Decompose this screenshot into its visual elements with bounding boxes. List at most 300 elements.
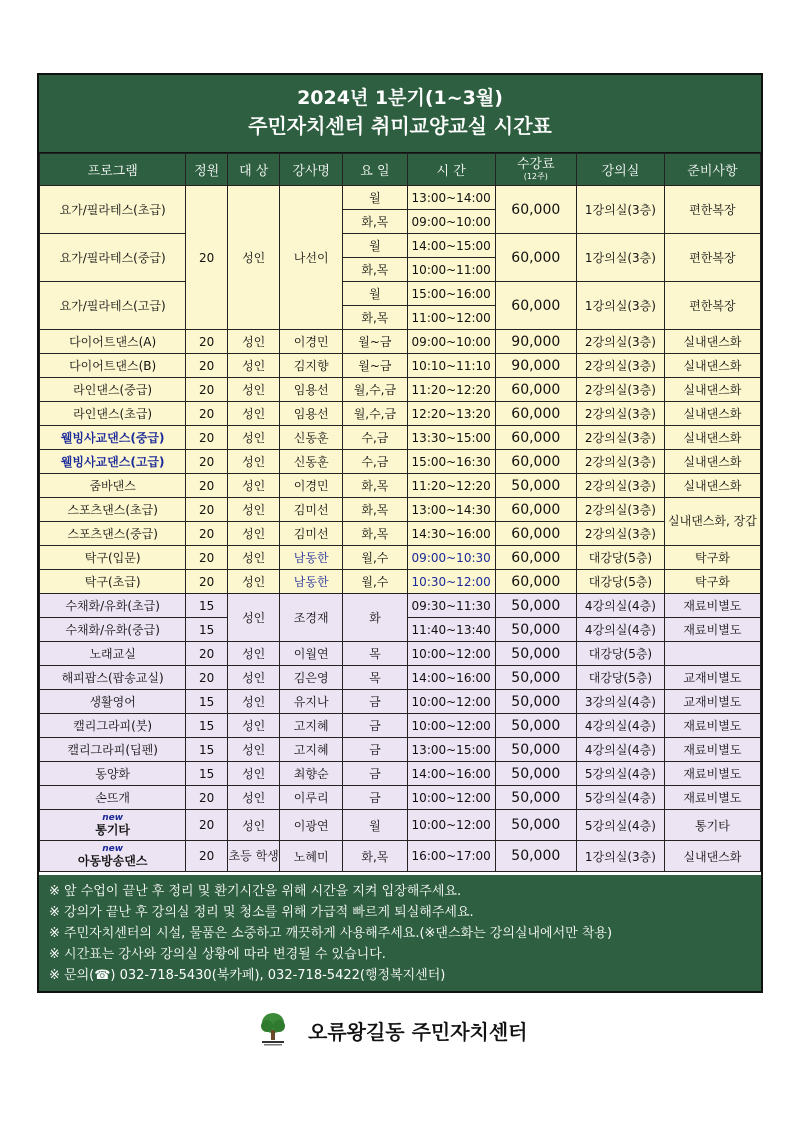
fee-cell xyxy=(495,402,577,426)
time-cell-text: 12:20~13:20 xyxy=(411,406,491,421)
table-row xyxy=(40,762,761,786)
day-cell-text: 금 xyxy=(369,767,381,781)
capacity-cell xyxy=(186,186,228,330)
fee-cell-text: 50,000 xyxy=(511,717,561,734)
prep-cell xyxy=(664,354,760,378)
target-cell-text: 성인 xyxy=(242,431,266,445)
day-cell xyxy=(343,570,408,594)
room-cell xyxy=(577,474,665,498)
program-cell xyxy=(40,234,186,282)
prep-cell-text: 실내댄스화 xyxy=(683,479,742,493)
room-cell xyxy=(577,354,665,378)
target-cell xyxy=(228,594,280,642)
room-cell xyxy=(577,594,665,618)
day-cell xyxy=(343,666,408,690)
fee-cell-text: 50,000 xyxy=(511,789,561,806)
new-badge: new xyxy=(102,844,124,854)
program-cell-text: 웰빙사교댄스(고급) xyxy=(60,455,165,469)
instructor-cell-text: 김미선 xyxy=(293,503,329,517)
capacity-cell xyxy=(186,841,228,872)
room-cell xyxy=(577,618,665,642)
instructor-cell-text: 남동한 xyxy=(293,575,329,589)
prep-cell-text: 교재비별도 xyxy=(683,671,742,685)
room-cell-text: 1강의실(3층) xyxy=(584,299,656,313)
time-cell-text: 10:00~12:00 xyxy=(411,818,491,832)
time-cell xyxy=(407,474,495,498)
fee-cell xyxy=(495,810,577,841)
time-cell xyxy=(407,594,495,618)
program-cell xyxy=(40,450,186,474)
room-cell-text: 2강의실(3층) xyxy=(584,431,656,445)
time-cell xyxy=(407,642,495,666)
time-cell xyxy=(407,234,495,258)
time-cell xyxy=(407,354,495,378)
table-row xyxy=(40,426,761,450)
program-cell-text: 다이어트댄스(A) xyxy=(69,335,157,349)
prep-cell xyxy=(664,714,760,738)
day-cell xyxy=(343,426,408,450)
room-cell xyxy=(577,690,665,714)
target-cell xyxy=(228,762,280,786)
target-cell xyxy=(228,474,280,498)
instructor-cell-text: 조경재 xyxy=(293,611,329,625)
capacity-cell-text: 20 xyxy=(199,526,215,541)
target-cell xyxy=(228,570,280,594)
target-cell-text: 성인 xyxy=(242,251,266,265)
time-cell-text: 16:00~17:00 xyxy=(411,849,491,863)
header-capacity: 정원 xyxy=(186,154,228,186)
room-cell-text: 2강의실(3층) xyxy=(584,479,656,493)
new-badge: new xyxy=(102,813,124,823)
instructor-cell xyxy=(280,186,343,330)
prep-cell xyxy=(664,570,760,594)
prep-cell xyxy=(664,402,760,426)
room-cell xyxy=(577,426,665,450)
table-header-row xyxy=(40,154,761,186)
time-cell-text: 11:20~12:20 xyxy=(411,382,491,397)
table-row xyxy=(40,666,761,690)
time-cell-text: 15:00~16:00 xyxy=(411,286,491,301)
schedule-table xyxy=(39,153,761,872)
fee-cell xyxy=(495,450,577,474)
room-cell-text: 5강의실(4층) xyxy=(584,767,656,781)
room-cell-text: 2강의실(3층) xyxy=(584,383,656,397)
capacity-cell-text: 20 xyxy=(199,818,215,832)
target-cell xyxy=(228,402,280,426)
day-cell-text: 화,목 xyxy=(361,311,389,325)
note-line: ※ 문의(☎) 032-718-5430(북카페), 032-718-5422(행정복지센터) xyxy=(49,968,446,983)
header-day: 요 일 xyxy=(343,154,408,186)
time-cell-text: 10:00~12:00 xyxy=(411,694,491,709)
time-cell xyxy=(407,666,495,690)
time-cell xyxy=(407,546,495,570)
room-cell-text: 2강의실(3층) xyxy=(584,335,656,349)
instructor-cell-text: 신동훈 xyxy=(293,431,329,445)
target-cell-text: 성인 xyxy=(242,743,266,757)
fee-cell xyxy=(495,522,577,546)
instructor-cell xyxy=(280,810,343,841)
instructor-cell-text: 신동훈 xyxy=(293,455,329,469)
fee-cell-text: 60,000 xyxy=(511,453,561,470)
capacity-cell-text: 15 xyxy=(199,742,215,757)
prep-cell-text: 실내댄스화 xyxy=(683,455,742,469)
day-cell-text: 월,수,금 xyxy=(353,407,397,421)
day-cell-text: 금 xyxy=(369,695,381,709)
prep-cell-text: 재료비별도 xyxy=(683,743,742,757)
fee-cell-text: 50,000 xyxy=(511,817,561,833)
room-cell xyxy=(577,498,665,522)
instructor-cell xyxy=(280,378,343,402)
table-row xyxy=(40,522,761,546)
program-cell-text: 웰빙사교댄스(중급) xyxy=(60,431,165,445)
fee-cell xyxy=(495,841,577,872)
timetable-sheet xyxy=(37,73,763,993)
program-cell xyxy=(40,378,186,402)
room-cell xyxy=(577,810,665,841)
capacity-cell-text: 20 xyxy=(199,574,215,589)
day-cell-text: 금 xyxy=(369,791,381,805)
time-cell-text: 10:00~12:00 xyxy=(411,790,491,805)
prep-cell xyxy=(664,642,760,666)
instructor-cell-text: 나선이 xyxy=(293,251,329,265)
time-cell-text: 11:00~12:00 xyxy=(411,310,491,325)
fee-cell xyxy=(495,570,577,594)
room-cell xyxy=(577,642,665,666)
table-row xyxy=(40,282,761,306)
fee-cell-text: 50,000 xyxy=(511,693,561,710)
fee-cell xyxy=(495,354,577,378)
fee-cell xyxy=(495,786,577,810)
prep-cell-text: 실내댄스화 xyxy=(683,407,742,421)
program-cell xyxy=(40,474,186,498)
program-cell-text: 통기타 xyxy=(95,823,131,837)
day-cell xyxy=(343,522,408,546)
time-cell-text: 10:00~12:00 xyxy=(411,646,491,661)
instructor-cell xyxy=(280,786,343,810)
room-cell-text: 2강의실(3층) xyxy=(584,455,656,469)
room-cell-text: 2강의실(3층) xyxy=(584,527,656,541)
day-cell-text: 월 xyxy=(369,818,381,833)
instructor-cell xyxy=(280,426,343,450)
capacity-cell xyxy=(186,546,228,570)
prep-cell xyxy=(664,498,760,546)
time-cell xyxy=(407,306,495,330)
day-cell xyxy=(343,378,408,402)
day-cell-text: 목 xyxy=(369,671,381,685)
prep-cell-text: 탁구화 xyxy=(695,575,730,589)
capacity-cell-text: 15 xyxy=(199,598,215,613)
instructor-cell xyxy=(280,474,343,498)
header-fee xyxy=(495,154,577,186)
time-cell-text: 13:30~15:00 xyxy=(411,430,491,445)
program-cell xyxy=(40,762,186,786)
table-row xyxy=(40,354,761,378)
day-cell-text: 월 xyxy=(369,239,381,253)
program-cell xyxy=(40,841,186,872)
capacity-cell-text: 20 xyxy=(199,550,215,565)
target-cell-text: 초등 학생 xyxy=(228,848,279,863)
target-cell-text: 성인 xyxy=(242,695,266,709)
time-cell xyxy=(407,498,495,522)
table-row xyxy=(40,841,761,872)
target-cell xyxy=(228,522,280,546)
time-cell-text: 13:00~15:00 xyxy=(411,742,491,757)
title-banner xyxy=(39,75,761,153)
program-cell xyxy=(40,330,186,354)
fee-cell-text: 60,000 xyxy=(511,381,561,398)
day-cell xyxy=(343,210,408,234)
time-cell-text: 10:00~12:00 xyxy=(411,718,491,733)
capacity-cell-text: 20 xyxy=(199,670,215,685)
fee-cell-text: 50,000 xyxy=(511,645,561,662)
tree-logo-icon xyxy=(258,1012,288,1048)
fee-cell xyxy=(495,738,577,762)
instructor-cell-text: 임용선 xyxy=(293,407,329,421)
program-cell-text: 수채화/유화(중급) xyxy=(65,623,160,637)
target-cell xyxy=(228,546,280,570)
note-line: ※ 앞 수업이 끝난 후 정리 및 환기시간을 위해 시간을 지켜 입장해주세요. xyxy=(49,884,462,899)
capacity-cell xyxy=(186,498,228,522)
instructor-cell xyxy=(280,354,343,378)
time-cell-text: 09:00~10:00 xyxy=(411,334,491,349)
target-cell xyxy=(228,498,280,522)
day-cell-text: 화,목 xyxy=(361,849,389,864)
program-cell xyxy=(40,570,186,594)
prep-cell xyxy=(664,786,760,810)
day-cell-text: 화,목 xyxy=(361,215,389,229)
room-cell xyxy=(577,546,665,570)
table-row xyxy=(40,786,761,810)
room-cell xyxy=(577,714,665,738)
fee-cell-text: 60,000 xyxy=(511,573,561,590)
fee-cell-text: 90,000 xyxy=(511,357,561,374)
day-cell xyxy=(343,810,408,841)
fee-cell xyxy=(495,594,577,618)
target-cell xyxy=(228,786,280,810)
program-cell xyxy=(40,546,186,570)
room-cell-text: 3강의실(4층) xyxy=(584,695,656,709)
prep-cell-text: 편한복장 xyxy=(689,251,736,265)
instructor-cell-text: 남동한 xyxy=(293,551,329,565)
instructor-cell-text: 이경민 xyxy=(293,335,329,349)
instructor-cell xyxy=(280,690,343,714)
prep-cell xyxy=(664,738,760,762)
time-cell-text: 14:00~15:00 xyxy=(411,238,491,253)
target-cell-text: 성인 xyxy=(242,791,266,805)
room-cell xyxy=(577,786,665,810)
day-cell xyxy=(343,186,408,210)
room-cell-text: 4강의실(4층) xyxy=(584,743,656,757)
program-cell-text: 동양화 xyxy=(95,767,131,781)
time-cell xyxy=(407,786,495,810)
time-cell-text: 10:10~11:10 xyxy=(411,358,491,373)
time-cell-text: 14:30~16:00 xyxy=(411,526,491,541)
time-cell-text: 11:20~12:20 xyxy=(411,478,491,493)
program-cell-text: 탁구(초급) xyxy=(84,575,141,589)
room-cell-text: 5강의실(4층) xyxy=(584,791,656,805)
prep-cell-text: 탁구화 xyxy=(695,551,730,565)
fee-cell-text: 60,000 xyxy=(511,525,561,542)
instructor-cell xyxy=(280,498,343,522)
prep-cell-text: 재료비별도 xyxy=(683,719,742,733)
target-cell-text: 성인 xyxy=(242,455,266,469)
room-cell-text: 1강의실(3층) xyxy=(584,251,656,265)
instructor-cell xyxy=(280,762,343,786)
header-fee-label: 수강료 xyxy=(516,157,555,172)
prep-cell xyxy=(664,234,760,282)
instructor-cell-text: 이광연 xyxy=(293,818,329,833)
day-cell-text: 월,수 xyxy=(361,551,389,565)
target-cell xyxy=(228,841,280,872)
room-cell xyxy=(577,330,665,354)
program-cell xyxy=(40,522,186,546)
instructor-cell xyxy=(280,570,343,594)
time-cell xyxy=(407,522,495,546)
program-cell-text: 캘리그라피(붓) xyxy=(73,719,153,733)
fee-cell xyxy=(495,762,577,786)
prep-cell xyxy=(664,450,760,474)
fee-cell-text: 50,000 xyxy=(511,741,561,758)
time-cell xyxy=(407,810,495,841)
time-cell-text: 09:30~11:30 xyxy=(411,598,491,613)
room-cell-text: 대강당(5층) xyxy=(588,671,653,685)
prep-cell-text: 재료비별도 xyxy=(683,623,742,637)
instructor-cell-text: 고지혜 xyxy=(293,743,329,757)
day-cell xyxy=(343,330,408,354)
room-cell xyxy=(577,570,665,594)
fee-cell-text: 60,000 xyxy=(511,549,561,566)
room-cell xyxy=(577,186,665,234)
prep-cell xyxy=(664,378,760,402)
capacity-cell xyxy=(186,354,228,378)
capacity-cell xyxy=(186,522,228,546)
day-cell xyxy=(343,738,408,762)
target-cell-text: 성인 xyxy=(242,407,266,421)
prep-cell xyxy=(664,186,760,234)
program-cell-text: 줌바댄스 xyxy=(89,479,136,493)
prep-cell xyxy=(664,618,760,642)
room-cell xyxy=(577,522,665,546)
day-cell xyxy=(343,594,408,642)
capacity-cell-text: 15 xyxy=(199,694,215,709)
prep-cell xyxy=(664,282,760,330)
program-cell-text: 요가/필라테스(초급) xyxy=(59,203,166,217)
instructor-cell xyxy=(280,738,343,762)
fee-cell-text: 50,000 xyxy=(511,669,561,686)
day-cell xyxy=(343,841,408,872)
capacity-cell-text: 20 xyxy=(199,790,215,805)
fee-cell xyxy=(495,666,577,690)
program-cell-text: 생활영어 xyxy=(89,695,136,709)
target-cell-text: 성인 xyxy=(242,818,266,833)
fee-cell xyxy=(495,618,577,642)
target-cell-text: 성인 xyxy=(242,335,266,349)
time-cell xyxy=(407,841,495,872)
instructor-cell xyxy=(280,546,343,570)
room-cell-text: 5강의실(4층) xyxy=(584,818,656,833)
target-cell-text: 성인 xyxy=(242,359,266,373)
time-cell xyxy=(407,570,495,594)
prep-cell-text: 실내댄스화 xyxy=(683,849,742,864)
time-cell xyxy=(407,450,495,474)
room-cell-text: 1강의실(3층) xyxy=(584,849,656,864)
capacity-cell xyxy=(186,570,228,594)
instructor-cell-text: 노혜미 xyxy=(293,849,329,864)
day-cell-text: 금 xyxy=(369,719,381,733)
target-cell-text: 성인 xyxy=(242,575,266,589)
day-cell-text: 화,목 xyxy=(361,263,389,277)
time-cell xyxy=(407,210,495,234)
target-cell-text: 성인 xyxy=(242,383,266,397)
program-cell-text: 탁구(입문) xyxy=(84,551,141,565)
time-cell xyxy=(407,762,495,786)
header-room: 강의실 xyxy=(577,154,665,186)
day-cell xyxy=(343,690,408,714)
room-cell xyxy=(577,738,665,762)
capacity-cell-text: 20 xyxy=(199,478,215,493)
instructor-cell-text: 이루리 xyxy=(293,791,329,805)
instructor-cell-text: 고지혜 xyxy=(293,719,329,733)
target-cell xyxy=(228,330,280,354)
capacity-cell-text: 20 xyxy=(199,502,215,517)
instructor-cell-text: 임용선 xyxy=(293,383,329,397)
room-cell xyxy=(577,450,665,474)
program-cell xyxy=(40,426,186,450)
time-cell xyxy=(407,186,495,210)
prep-cell-text: 실내댄스화 xyxy=(683,383,742,397)
footer xyxy=(258,1008,527,1052)
day-cell xyxy=(343,282,408,306)
room-cell xyxy=(577,282,665,330)
day-cell xyxy=(343,474,408,498)
table-row xyxy=(40,450,761,474)
header-program: 프로그램 xyxy=(40,154,186,186)
note-line: ※ 시간표는 강사와 강의실 상황에 따라 변경될 수 있습니다. xyxy=(49,947,386,962)
room-cell xyxy=(577,666,665,690)
program-cell-text: 캘리그라피(딥펜) xyxy=(67,743,158,757)
instructor-cell xyxy=(280,841,343,872)
table-row xyxy=(40,546,761,570)
day-cell xyxy=(343,306,408,330)
fee-cell xyxy=(495,642,577,666)
table-row xyxy=(40,570,761,594)
day-cell-text: 목 xyxy=(369,647,381,661)
capacity-cell-text: 20 xyxy=(199,849,215,863)
program-cell-text: 요가/필라테스(고급) xyxy=(59,299,166,313)
room-cell-text: 대강당(5층) xyxy=(588,551,653,565)
time-cell xyxy=(407,282,495,306)
fee-cell xyxy=(495,474,577,498)
fee-cell-text: 60,000 xyxy=(511,297,561,314)
fee-cell-text: 60,000 xyxy=(511,249,561,266)
time-cell xyxy=(407,618,495,642)
program-cell xyxy=(40,618,186,642)
room-cell-text: 4강의실(4층) xyxy=(584,719,656,733)
program-cell-text: 요가/필라테스(중급) xyxy=(59,251,166,265)
fee-cell xyxy=(495,426,577,450)
prep-cell-text: 편한복장 xyxy=(689,299,736,313)
room-cell-text: 4강의실(4층) xyxy=(584,623,656,637)
capacity-cell-text: 20 xyxy=(199,430,215,445)
target-cell-text: 성인 xyxy=(242,479,266,493)
table-row xyxy=(40,810,761,841)
table-row xyxy=(40,498,761,522)
note-line: ※ 주민자치센터의 시설, 물품은 소중하고 깨끗하게 사용해주세요.(※댄스화는 강의실내에서만 착용) xyxy=(49,926,613,941)
room-cell-text: 1강의실(3층) xyxy=(584,203,656,217)
table-row xyxy=(40,402,761,426)
fee-cell-text: 60,000 xyxy=(511,405,561,422)
capacity-cell-text: 15 xyxy=(199,622,215,637)
